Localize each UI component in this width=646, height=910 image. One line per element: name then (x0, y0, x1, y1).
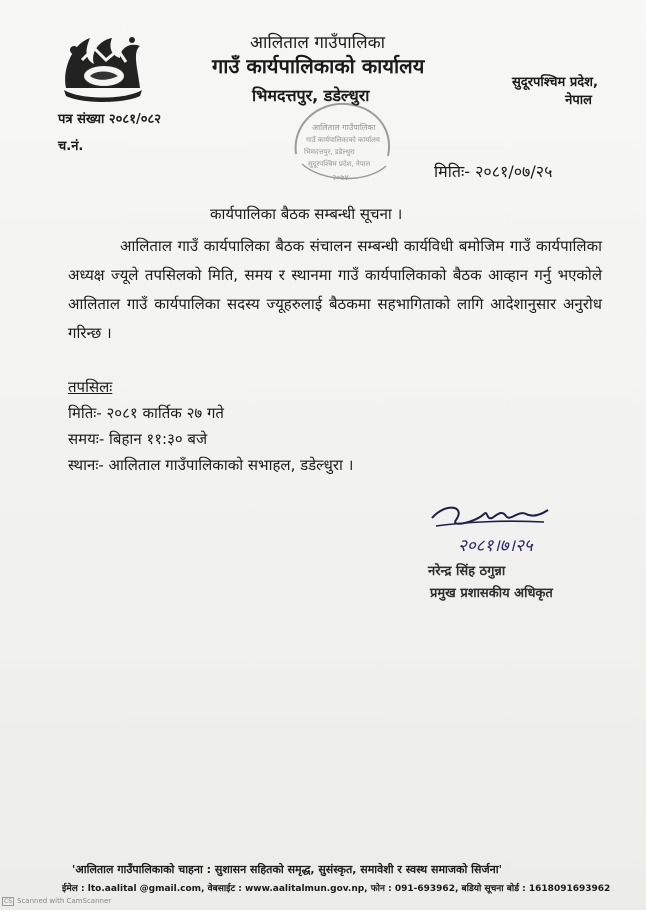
meeting-date: मितिः- २०८१ कार्तिक २७ गते (68, 404, 224, 422)
handwritten-signature (426, 496, 556, 536)
svg-text:आलिताल गाउँपालिका: आलिताल गाउँपालिका (312, 123, 376, 132)
svg-text:सुदूरपश्चिम प्रदेश, नेपाल: सुदूरपश्चिम प्रदेश, नेपाल (308, 160, 371, 168)
meeting-time: समयः- बिहान ११:३० बजे (68, 430, 208, 448)
office-name: आलिताल गाउँपालिका (250, 33, 386, 53)
dispatch-number: च.नं. (58, 139, 84, 154)
signatory-title: प्रमुख प्रशासकीय अधिकृत (430, 586, 553, 601)
svg-text:गाउँ कार्यपालिकाको कार्यालय: गाउँ कार्यपालिकाको कार्यालय (306, 136, 380, 144)
scanner-mark: CS (4, 898, 12, 905)
province-line2: नेपाल (565, 93, 592, 108)
office-stamp (282, 94, 402, 194)
letter-body: आलिताल गाउँ कार्यपालिका बैठक संचालन सम्बन्धी कार्यविधी बमोजिम गाउँ कार्यपालिका अध्यक्ष ज्यूले तपसिलको मिति, समय र स्थानमा गाउँ कार्यपालिकाको बैठक आव्हान गर्नु भएकोले आलिताल गाउँ कार्यपालिका सदस्य ज्यूहरुलाई बैठकमा सहभागिताको लागि आदेशानुसार अनुरोध गरिन्छ । (68, 237, 602, 342)
office-address: भिमदत्तपुर, डडेल्धुरा (252, 86, 370, 105)
office-title: गाउँ कार्यपालिकाको कार्यालय (212, 54, 425, 78)
details-heading: तपसिलः (68, 378, 113, 396)
footer-motto: 'आलिताल गाउँपालिकाको चाहना : सुशासन सहितको समृद्ध, सुसंस्कृत, समावेशी र स्वस्थ समाजको सिर्जना' (72, 863, 502, 876)
footer-contact: ईमेल : lto.aalital @gmail.com, वेबसाईट : www.aalitalmun.gov.np, फोन : 091-693962, बडियो सूचना बोर्ड : 1618091693962 (62, 884, 611, 894)
nepal-emblem-logo (60, 30, 146, 104)
letter-date: मितिः- २०८१/०७/२५ (434, 162, 553, 181)
svg-text:भिमदत्तपुर, डडेल्धुरा: भिमदत्तपुर, डडेल्धुरा (304, 148, 355, 156)
province-address (512, 72, 598, 108)
signature-date: २०८१।७।२५ (458, 536, 533, 556)
scanner-text: Scanned with CamScanner (17, 897, 112, 905)
letter-number: पत्र संख्या २०८१/०८२ (58, 112, 161, 127)
signatory-name: नरेन्द्र सिंह ठगुन्ना (428, 564, 506, 579)
scanner-watermark (2, 897, 111, 906)
letter-subject: कार्यपालिका बैठक सम्बन्धी सूचना । (210, 205, 403, 223)
svg-text:२०७४: २०७४ (332, 173, 349, 182)
meeting-place: स्थानः- आलिताल गाउँपालिकाको सभाहल, डडेल्धुरा । (68, 456, 354, 474)
province-line1: सुदूरपश्चिम प्रदेश, (512, 75, 598, 90)
